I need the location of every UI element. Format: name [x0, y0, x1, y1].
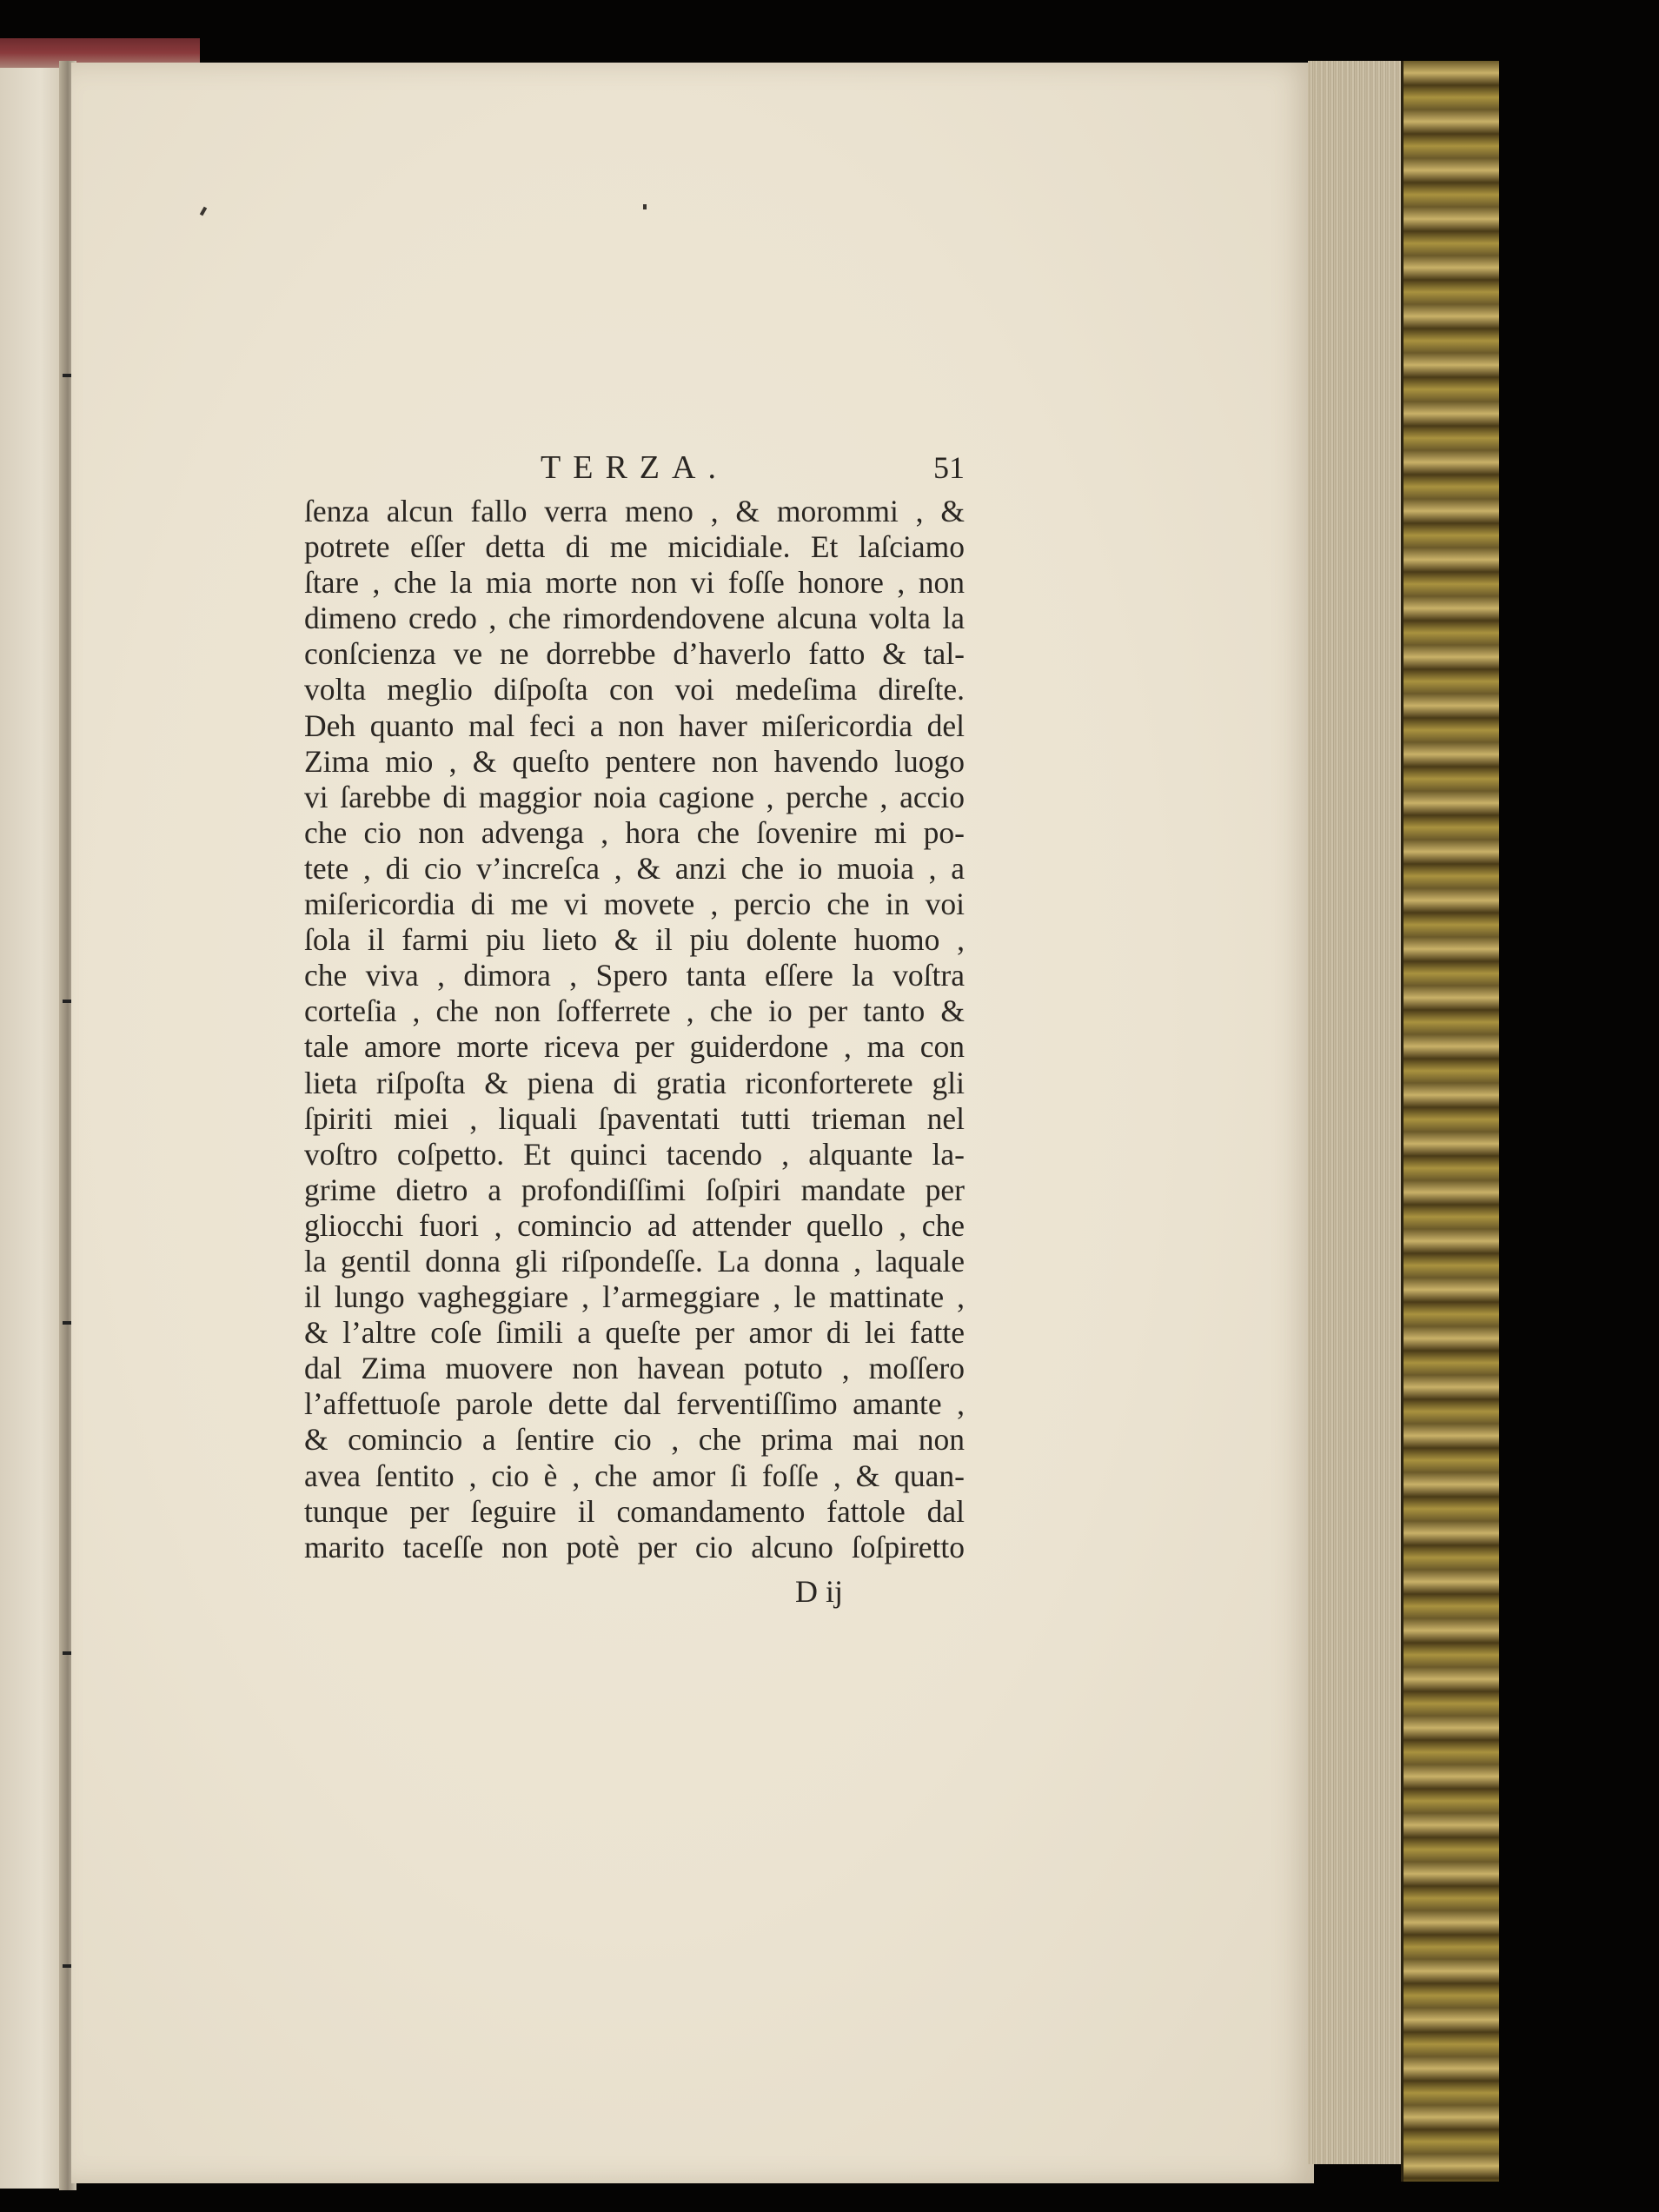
text-line: & comincio a ſentire cio , che prima mai non — [304, 1422, 965, 1458]
page-number: 51 — [933, 450, 965, 485]
text-line: che viva , dimora , Spero tanta eſſere la voſtra — [304, 958, 965, 993]
text-line: ſpiriti miei , liquali ſpaventati tutti trieman nel — [304, 1100, 965, 1136]
text-line: corteſia , che non ſofferrete , che io per tanto & — [304, 993, 965, 1029]
text-line: la gentil donna gli riſpondeſſe. La donna , laquale — [304, 1243, 965, 1279]
text-line: dal Zima muovere non havean potuto , moſſero — [304, 1351, 965, 1386]
text-line: ſtare , che la mia morte non vi foſſe honore , non — [304, 565, 965, 601]
text-line: il lungo vagheggiare , l’armeggiare , le mattinate , — [304, 1279, 965, 1315]
text-line: potrete eſſer detta di me micidiale. Et laſciamo — [304, 529, 965, 565]
text-line: volta meglio diſpoſta con voi medeſima direſte. — [304, 672, 965, 707]
signature-mark-row — [304, 1565, 965, 1614]
paper-speck — [643, 204, 647, 209]
text-line: vi ſarebbe di maggior noia cagione , perche , accio — [304, 779, 965, 814]
text-line: ſenza alcun fallo verra meno , & morommi , & — [304, 494, 965, 528]
text-line: gliocchi fuori , comincio ad attender quello , che — [304, 1207, 965, 1243]
page-fore-edges — [1308, 61, 1404, 2164]
text-line: l’affettuoſe parole dette dal ferventiſſimo amante , — [304, 1386, 965, 1422]
signature-mark: D ij — [795, 1573, 844, 1609]
text-line: miſericordia di me vi movete , percio che in voi — [304, 887, 965, 922]
text-line: voſtro coſpetto. Et quinci tacendo , alquante la- — [304, 1136, 965, 1172]
text-line: tete , di cio v’increſca , & anzi che io muoia , a — [304, 850, 965, 886]
text-line: avea ſentito , cio è , che amor ſi foſſe , & quan- — [304, 1458, 965, 1493]
facing-page-edge — [0, 68, 68, 2189]
body-text — [304, 494, 965, 1565]
text-line: dimeno credo , che rimordendovene alcuna volta la — [304, 601, 965, 636]
text-line: marito taceſſe non potè per cio alcuno ſoſpiretto — [304, 1529, 965, 1564]
running-head — [304, 442, 965, 494]
text-line: conſcienza ve ne dorrebbe d’haverlo fatto & tal- — [304, 636, 965, 672]
text-line: lieta riſpoſta & piena di gratia riconforterete gli — [304, 1065, 965, 1100]
text-line: Deh quanto mal feci a non haver miſericordia del — [304, 707, 965, 743]
text-line: che cio non advenga , hora che ſovenire mi po- — [304, 814, 965, 850]
running-head-title: TERZA. — [541, 449, 728, 486]
gilt-cover-edge — [1401, 61, 1499, 2182]
text-line: tunque per ſeguire il comandamento fattole dal — [304, 1493, 965, 1529]
text-line: & l’altre coſe ſimili a queſte per amor di lei fatte — [304, 1315, 965, 1351]
text-line: Zima mio , & queſto pentere non havendo luogo — [304, 743, 965, 779]
printed-text-block — [304, 442, 965, 1614]
text-line: grime dietro a profondiſſimi ſoſpiri mandate per — [304, 1172, 965, 1207]
text-line: tale amore morte riceva per guiderdone , ma con — [304, 1029, 965, 1065]
text-line: ſola il farmi piu lieto & il piu dolente huomo , — [304, 922, 965, 958]
